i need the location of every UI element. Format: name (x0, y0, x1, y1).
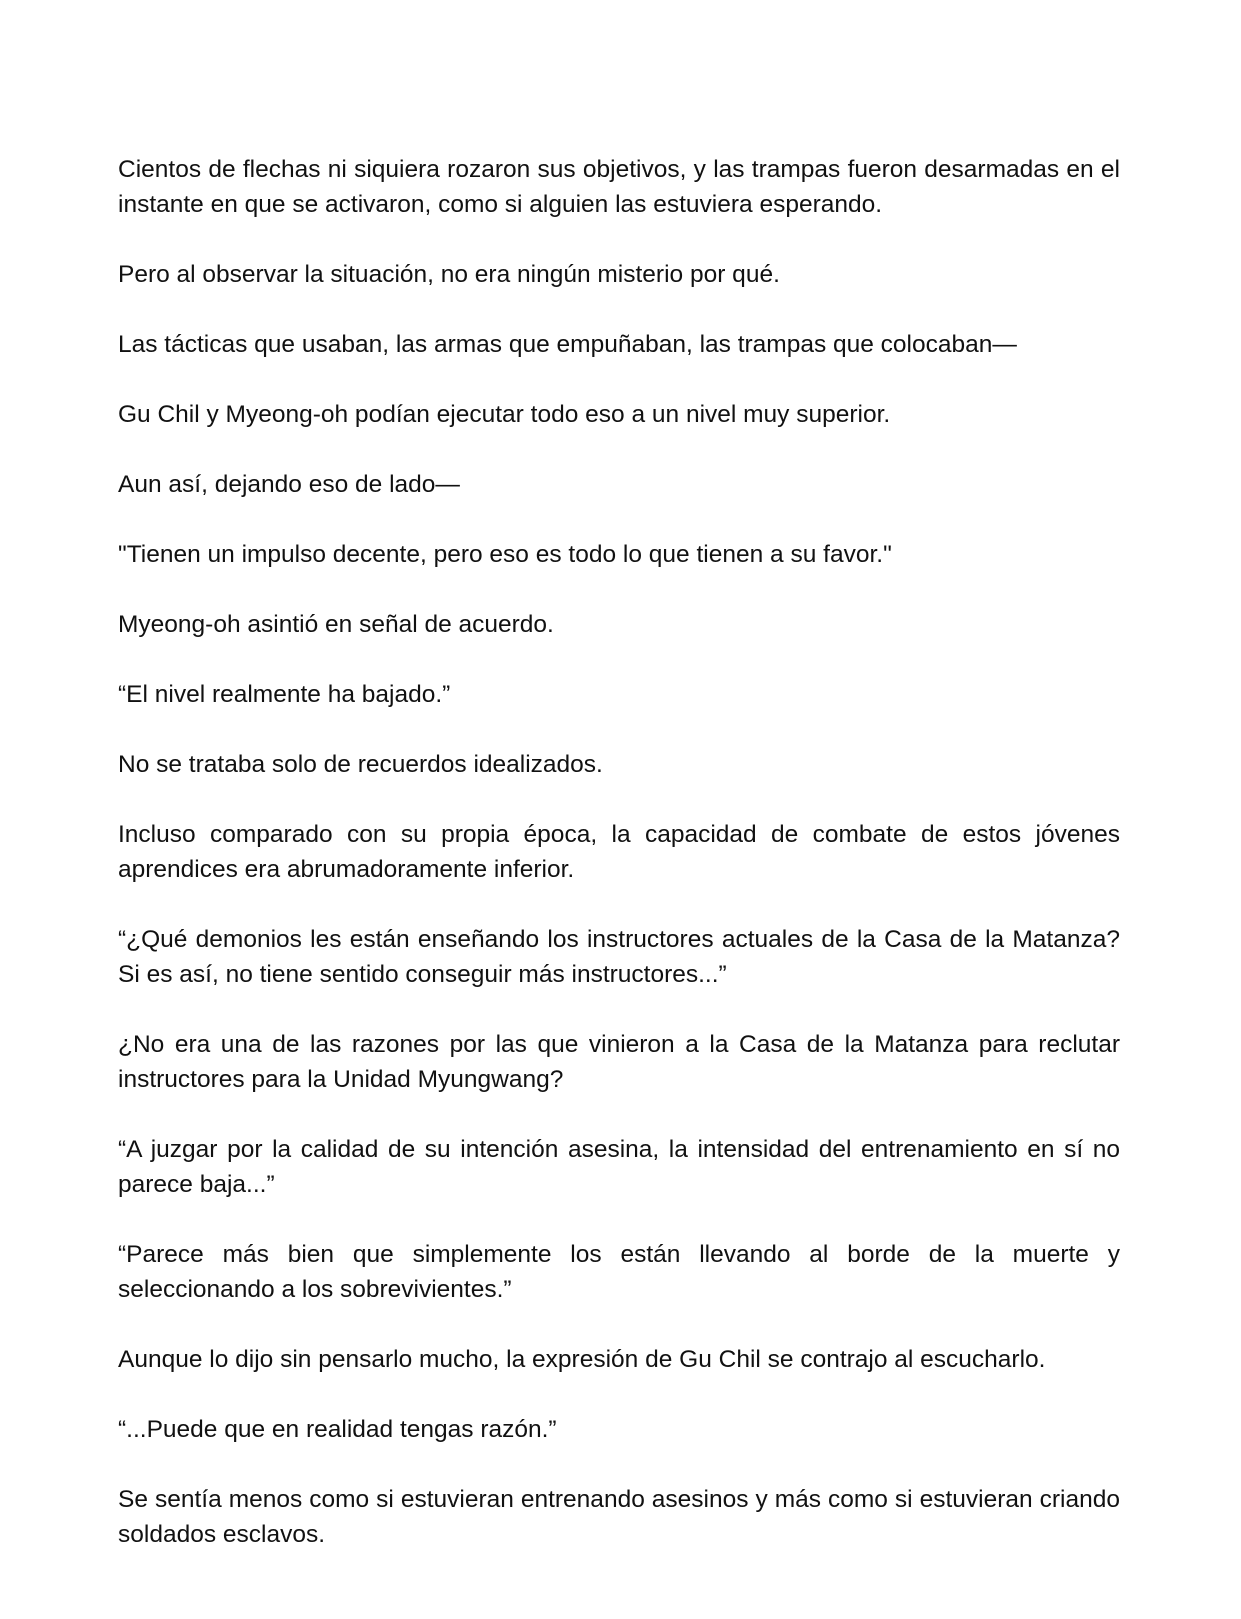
paragraph: Gu Chil y Myeong-oh podían ejecutar todo eso a un nivel muy superior. (118, 401, 891, 428)
document-body (118, 152, 1120, 1552)
paragraph: ¿No era una de las razones por las que vinieron a la Casa de la Matanza para reclutar instructores para la Unidad Myungwang? (118, 1031, 1120, 1093)
paragraph: “...Puede que en realidad tengas razón.” (118, 1416, 557, 1443)
paragraph: “A juzgar por la calidad de su intención asesina, la intensidad del entrenamiento en sí no parece baja...” (118, 1136, 1120, 1198)
paragraph: Se sentía menos como si estuvieran entrenando asesinos y más como si estuvieran criando soldados esclavos. (118, 1486, 1120, 1548)
paragraph: “El nivel realmente ha bajado.” (118, 681, 451, 708)
paragraph: Aun así, dejando eso de lado— (118, 471, 460, 498)
paragraph: No se trataba solo de recuerdos idealizados. (118, 751, 603, 778)
paragraph: Cientos de flechas ni siquiera rozaron sus objetivos, y las trampas fueron desarmadas en el instante en que se activaron, como si alguien las estuviera esperando. (118, 156, 1120, 218)
paragraph: “¿Qué demonios les están enseñando los instructores actuales de la Casa de la Matanza? Si es así, no tiene sentido conseguir más instructores...” (118, 926, 1120, 988)
paragraph: Incluso comparado con su propia época, la capacidad de combate de estos jóvenes aprendices era abrumadoramente inferior. (118, 821, 1120, 883)
paragraph: “Parece más bien que simplemente los están llevando al borde de la muerte y seleccionando a los sobrevivientes.” (118, 1241, 1120, 1303)
paragraph: Aunque lo dijo sin pensarlo mucho, la expresión de Gu Chil se contrajo al escucharlo. (118, 1346, 1046, 1373)
paragraph: Myeong-oh asintió en señal de acuerdo. (118, 611, 554, 638)
paragraph: Pero al observar la situación, no era ningún misterio por qué. (118, 261, 780, 288)
paragraph: Las tácticas que usaban, las armas que empuñaban, las trampas que colocaban— (118, 331, 1017, 358)
paragraph: "Tienen un impulso decente, pero eso es todo lo que tienen a su favor." (118, 541, 892, 568)
